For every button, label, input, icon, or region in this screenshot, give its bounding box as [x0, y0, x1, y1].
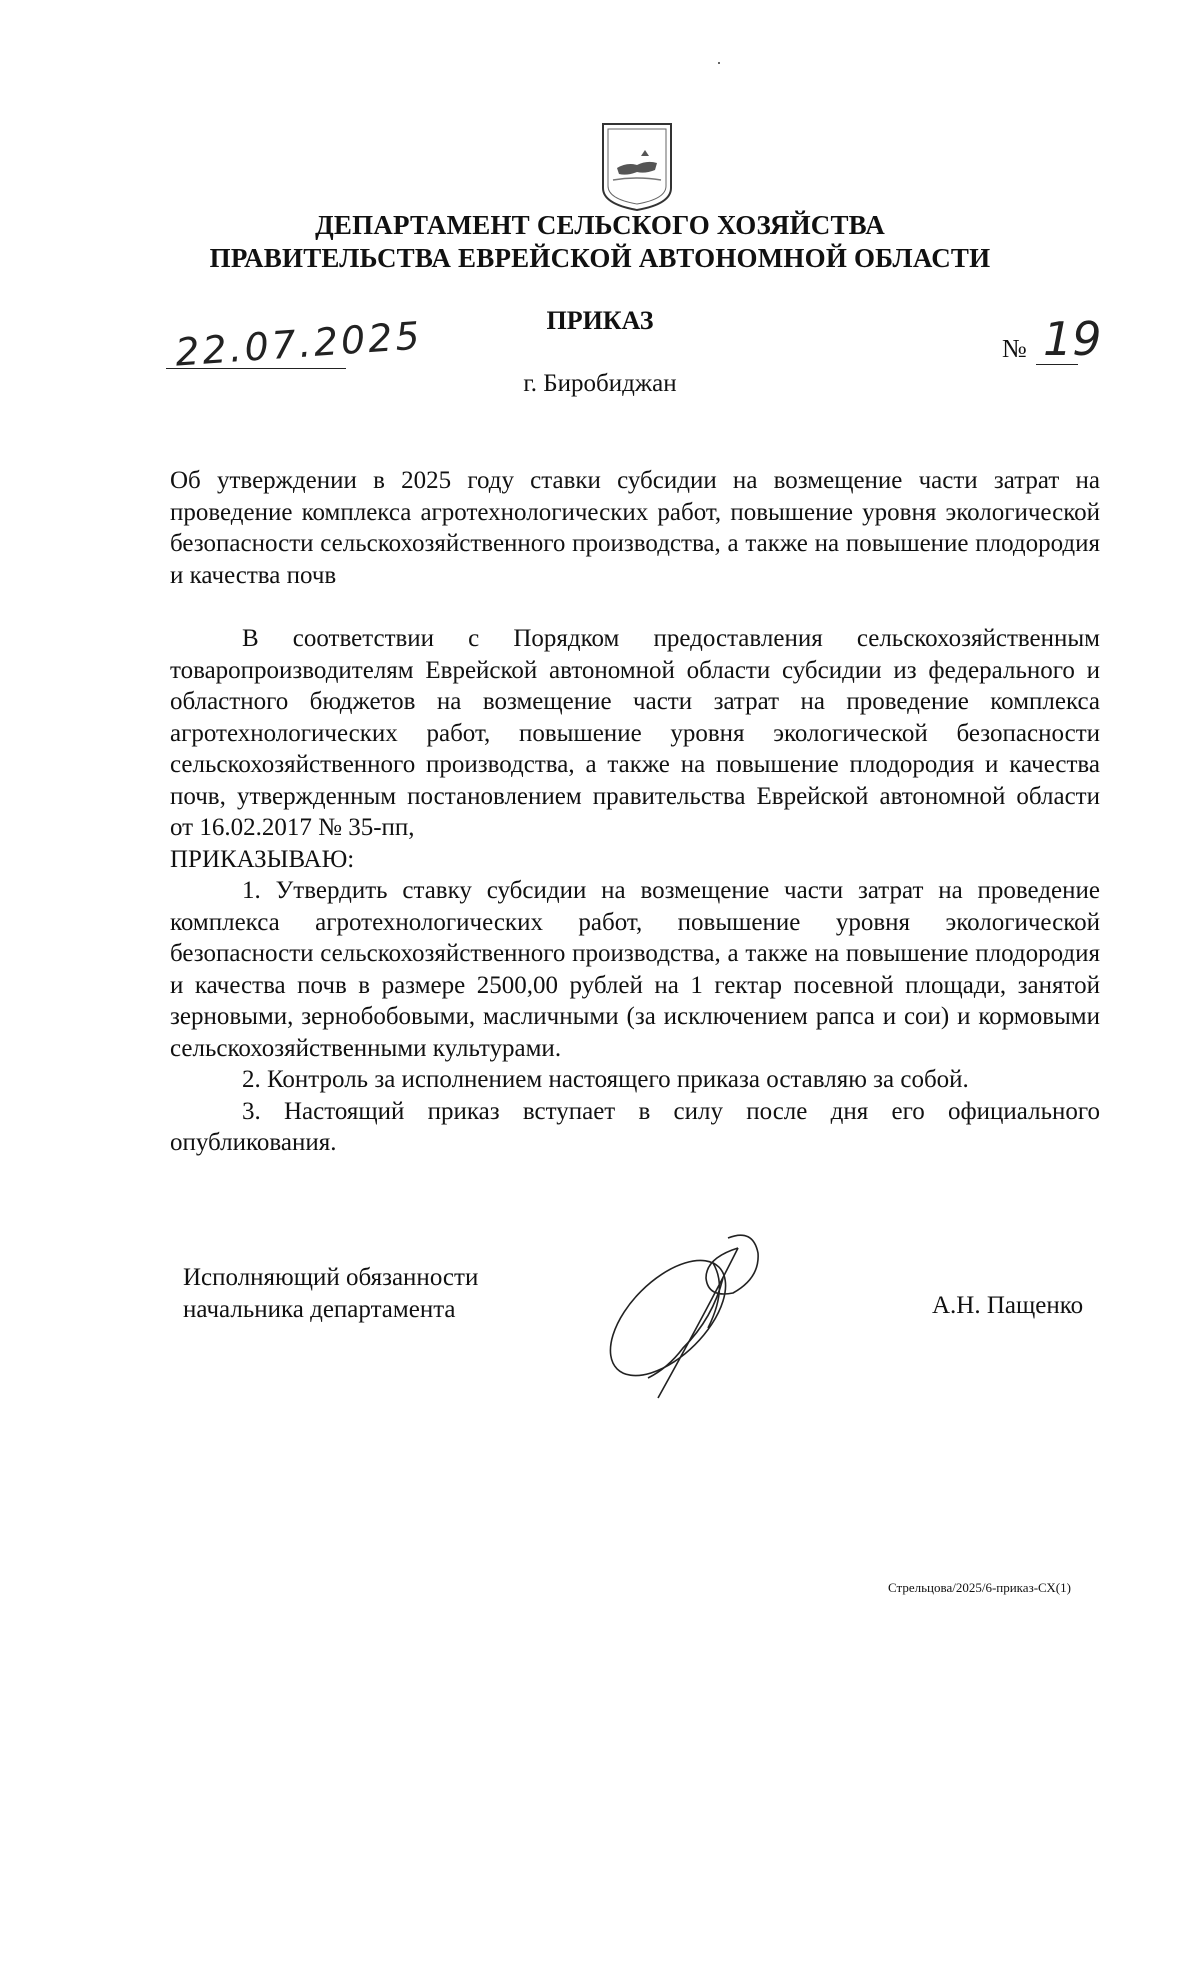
order-subject: Об утверждении в 2025 году ставки субсидии на возмещение части затрат на проведение комплекса агротехнологических работ, повышение уровня экологической безопасности сельскохозяйственного производства, а также на повышение плодородия и качества почв — [170, 467, 1100, 589]
date-underline — [166, 368, 346, 369]
order-number-handwritten: 19 — [1043, 312, 1102, 366]
signatory-position — [183, 1262, 478, 1326]
signatory-name: А.Н. Пащенко — [932, 1292, 1084, 1319]
coat-of-arms-emblem — [597, 118, 677, 214]
order-body — [170, 623, 1100, 1159]
preamble-paragraph: В соответствии с Порядком предоставления сельскохозяйственным товаропроизводителям Еврейской автономной области субсидии из федерального и областного бюджетов на возмещение части затрат на проведение комплекса агротехнологических работ, повышение уровня экологической безопасности сельскохозяйственного производства, а также на повышение плодородия и качества почв, утвержденным постановлением правительства Еврейской автономной области от 16.02.2017 № 35-пп, — [170, 625, 1100, 841]
signatory-position-line1: Исполняющий обязанности — [183, 1264, 479, 1291]
city-name: г. Биробиджан — [523, 370, 677, 397]
department-name-line1: ДЕПАРТАМЕНТ СЕЛЬСКОГО ХОЗЯЙСТВА — [315, 210, 885, 240]
scan-speck — [718, 62, 720, 64]
handwritten-signature — [588, 1218, 788, 1413]
order-item-1: 1. Утвердить ставку субсидии на возмещение части затрат на проведение комплекса агротехнологических работ, повышение уровня экологической безопасности сельскохозяйственного производства, а также на повышение плодородия и качества почв в размере 2500,00 рублей на 1 гектар посевной площади, занятой зерновыми, зернобобовыми, масличными (за исключением рапса и сои) и кормовыми сельскохозяйственными культурами. — [170, 877, 1100, 1062]
department-name-line2: ПРАВИТЕЛЬСТВА ЕВРЕЙСКОЙ АВТОНОМНОЙ ОБЛАСТИ — [209, 243, 991, 273]
order-number-label: № — [1002, 334, 1027, 363]
order-date-handwritten: 22.07.2025 — [173, 313, 424, 375]
directive-word: ПРИКАЗЫВАЮ: — [170, 845, 355, 873]
number-underline — [1036, 364, 1078, 365]
signatory-position-line2: начальника департамента — [183, 1296, 456, 1323]
order-item-3: 3. Настоящий приказ вступает в силу после дня его официального опубликования. — [170, 1097, 1100, 1156]
order-item-2: 2. Контроль за исполнением настоящего приказа оставляю за собой. — [242, 1066, 969, 1093]
document-footer-code: Стрельцова/2025/6-приказ-СХ(1) — [888, 1580, 1071, 1595]
document-title: ПРИКАЗ — [546, 306, 654, 335]
